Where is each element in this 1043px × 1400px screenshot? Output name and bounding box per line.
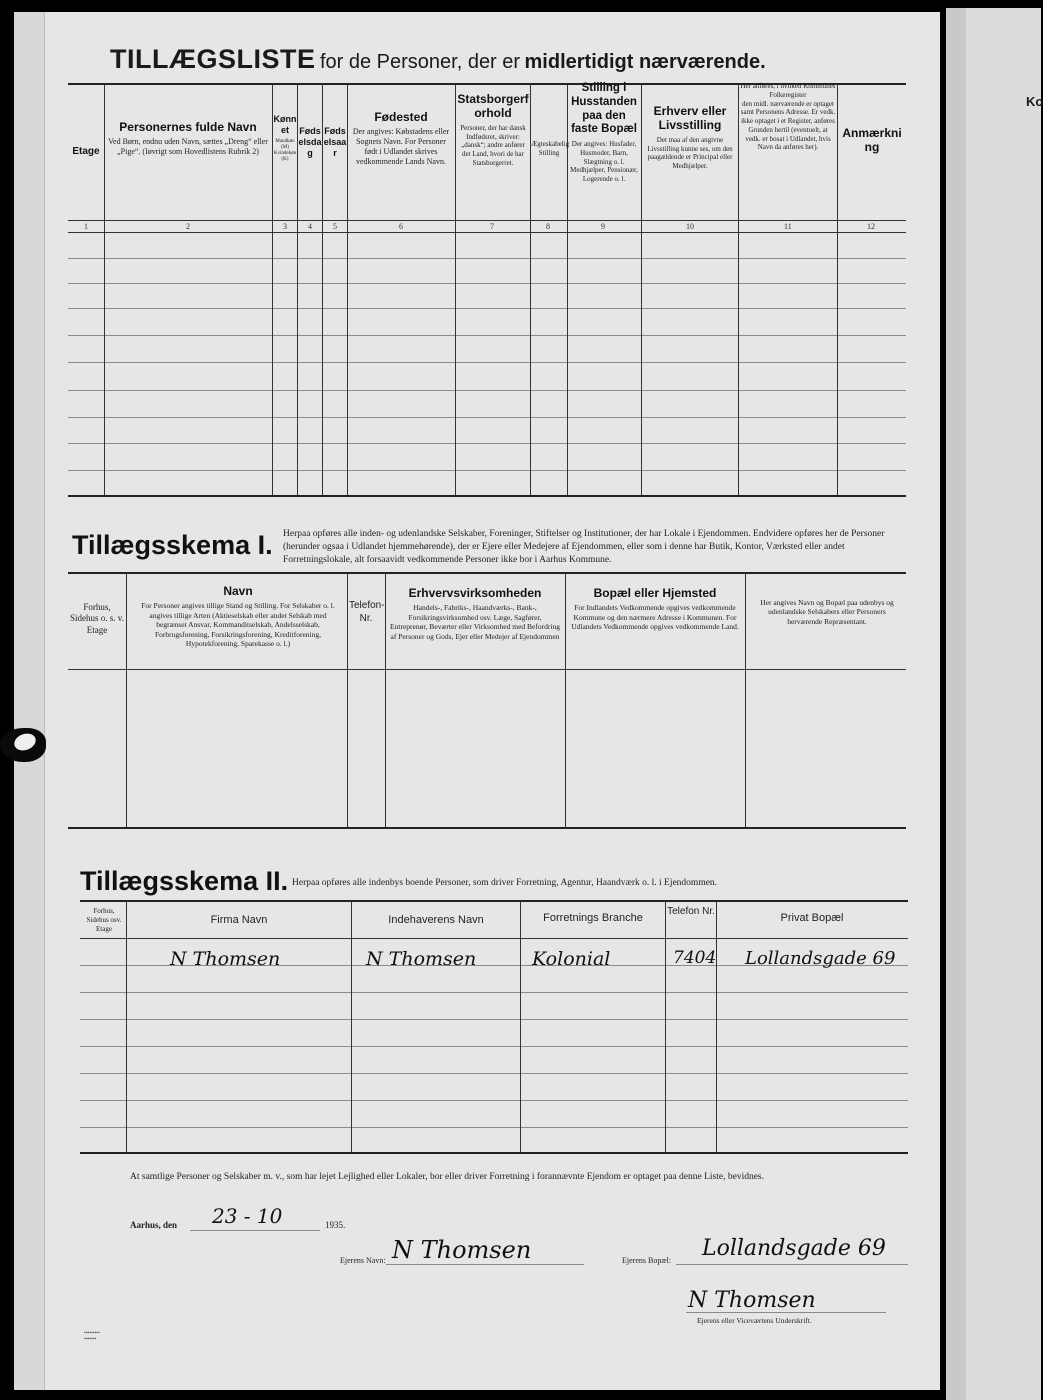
s2-col-firma: Firma Navn xyxy=(210,914,268,926)
col-number: 8 xyxy=(546,222,550,231)
s2-col-indehaver: Indehaverens Navn xyxy=(388,914,484,926)
s1-col-telefon: Telefon-Nr. xyxy=(349,600,385,624)
s2-col-etage: Forhus, Sidehus osv. Etage xyxy=(86,907,122,933)
col-number: 11 xyxy=(784,222,792,231)
s2-col-branche: Forretnings Branche xyxy=(543,912,643,924)
page-fold xyxy=(946,8,966,1400)
s2-indehaver-value: N Thomsen xyxy=(366,948,477,970)
binding-strip xyxy=(14,12,45,1390)
skema2-desc: Herpaa opføres alle indenbys boende Personer, som driver Forretning, Agentur, Haandværk o. l. i Ejendommen. xyxy=(292,878,718,888)
col-aegteskab: Ægteskabelig Stilling xyxy=(531,140,570,157)
s1-col-erhverv: Erhvervsvirksomheden Handels-, Fabriks-, Haandværks-, Bank-, Forsikringsvirksomhed osv. Læge, Sagfører, Entreprenør, Beværter eller Virksomhed med Befordring af Personer og Gods, Ejer eller Medejer af Ejendommen xyxy=(390,586,560,641)
col-number: 12 xyxy=(867,222,875,231)
s2-col-bopael: Privat Bopæl xyxy=(780,912,844,924)
binder-clip xyxy=(0,728,46,762)
s2-col-telefon: Telefon Nr. xyxy=(667,906,715,917)
col-etage: Etage xyxy=(72,146,100,157)
col-stilling-husstand: Stilling i Husstanden paa den faste Bopæl Der angives: Husfader, Husmoder, Barn, Slægtning o. l. Medhjælper, Pensionær, Logerende o. l. xyxy=(570,82,638,184)
footer-year: 1935. xyxy=(325,1220,346,1230)
col-statsborger: Statsborgerforhold Personer, der har dansk Indfødsret, skriver: „dansk“; andre anfører det Land, hvori de har Statsborgerret. xyxy=(457,92,529,167)
form-page xyxy=(14,12,940,1390)
col-anmaerkning: Anmærkning xyxy=(842,126,902,155)
signature: N Thomsen xyxy=(688,1288,816,1313)
declaration-text: At samtlige Personer og Selskaber m. v., som har lejet Lejlighed eller Lokaler, bor eller driver Forretning i forannævnte Ejendom er optaget paa denne Liste, bevidnes. xyxy=(130,1172,764,1182)
title-mid: for de Personer, der er xyxy=(319,51,521,73)
s2-bopael-value: Lollandsgade 69 xyxy=(745,948,896,969)
col-number: 2 xyxy=(186,222,190,231)
skema1-desc: Herpaa opføres alle inden- og udenlandske Selskaber, Foreninger, Stiftelser og Institutioner, der har Lokale i Ejendommen. Endvidere opføres her de Personer (herunder ogsaa i Udlandet hjemmehørende), der er Ejere eller Medejere af Ejendommen, eller som i denne har Butik, Kontor, Værksted eller andet Forretningslokale, alt forsaavidt vedkommende Personer ikke bor i Aarhus Kommune. xyxy=(283,529,885,565)
col-number: 7 xyxy=(490,222,494,231)
skema2-title: Tillægsskema II. xyxy=(80,866,289,896)
s1-col-repraesentant: Her angives Navn og Bopæl paa udenbys og udenlandske Selskabers eller Personers herværende Repræsentant. xyxy=(760,598,894,626)
col-number: 4 xyxy=(308,222,312,231)
facing-page-text: Ko xyxy=(1026,94,1043,109)
col-number: 6 xyxy=(399,222,403,231)
owner-name-label: Ejerens Navn: xyxy=(340,1256,386,1265)
owner-address-value: Lollandsgade 69 xyxy=(702,1236,886,1261)
title-main: TILLÆGSLISTE xyxy=(110,44,316,74)
facing-page xyxy=(946,8,1041,1400)
col-number: 5 xyxy=(333,222,337,231)
skema1-title: Tillægsskema I. xyxy=(72,530,273,560)
s2-firma-value: N Thomsen xyxy=(170,948,281,970)
s1-col-bopael: Bopæl eller Hjemsted For Indlandets Vedkommende opgives vedkommende Kommune og den nærmere Adresse i Kommunen. For Udlandets Vedkommende opgives vedkommende Land. xyxy=(571,586,739,632)
col-navn: Personernes fulde Navn Ved Børn, endnu uden Navn, sættes „Dreng“ eller „Pige“. (Iøvrigt som Hovedlistens Rubrik 2) xyxy=(108,120,268,157)
page-title xyxy=(110,44,766,75)
col-koennet: Kønnet Mandkøn (M) Kvindekøn (K) xyxy=(273,114,297,163)
col-folkeregister: Her anføres, i hvilken Kommunes Folkeregister den midl. nærværende er optaget samt Personens Adresse. Er vedk. ikke optaget i et Register, anføres Grunden hertil (eventuelt, at vedk. er bosat i Udlandet, hvis Navn da anføres her). xyxy=(740,82,836,152)
col-number: 9 xyxy=(601,222,605,231)
col-foedested: Fødested Der angives: Købstadens eller Sognets Navn. For Personer født i Udlandet skrives vedkommende Lands Navn. xyxy=(352,110,450,167)
s1-col-etage: Forhus, Sidehus o. s. v. Etage xyxy=(70,602,124,635)
printer-mark: ▪▪▪▪▪▪▪▪▪ ▪▪▪▪▪▪▪ xyxy=(84,1330,100,1342)
signature-label: Ejerens eller Viceværtens Underskrift. xyxy=(697,1316,812,1325)
col-foedselsdag: Fødselsdag xyxy=(298,126,322,158)
title-bold: midlertidigt nærværende. xyxy=(524,51,766,73)
col-number: 10 xyxy=(686,222,694,231)
s1-col-navn: Navn For Personer angives tillige Stand og Stilling. For Selskaber o. l. angives tillige Arten (Aktieselskab eller andet Selskab med begrænset Ansvar, Kommanditselskab, Andelsselskab, Forbrugsforening, Forsikringsforening, Kreditforening, Hypotekforening, Sparekasse o. l.) xyxy=(141,584,335,648)
footer-place: Aarhus, den xyxy=(130,1220,178,1230)
s2-branche-value: Kolonial xyxy=(532,948,611,970)
col-number: 1 xyxy=(84,222,88,231)
s2-telefon-value: 7404 xyxy=(673,948,717,968)
col-number: 3 xyxy=(283,222,287,231)
col-erhverv: Erhverv eller Livsstilling Det maa af den angivne Livsstilling kunne ses, om den paagældende er Principal eller Medhjælper. xyxy=(647,104,733,171)
owner-address-label: Ejerens Bopæl: xyxy=(622,1256,672,1265)
owner-name-value: N Thomsen xyxy=(392,1236,532,1264)
col-foedselsaar: Fødselsaar xyxy=(323,126,347,158)
footer-date: 23 - 10 xyxy=(212,1204,283,1228)
